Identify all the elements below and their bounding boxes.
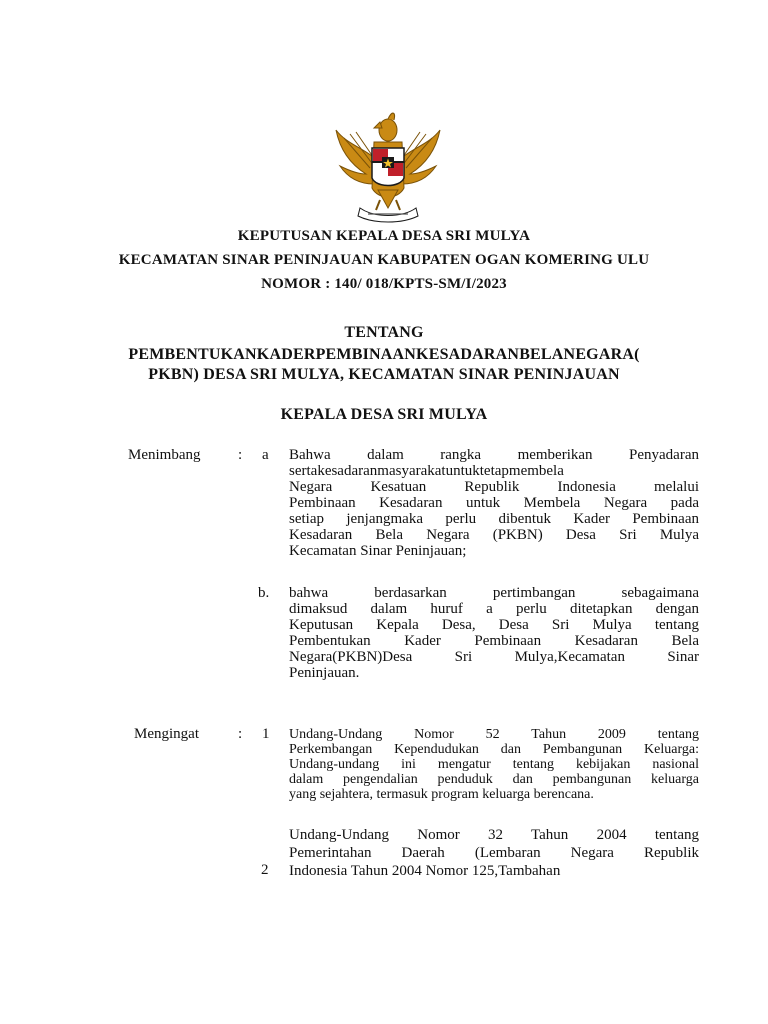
tentang-heading: TENTANG: [344, 324, 424, 341]
official-title: KEPALA DESA SRI MULYA: [280, 406, 488, 423]
mengingat-marker-1: 1: [262, 726, 270, 742]
text-line: Keputusan Kepala Desa, Desa Sri Mulya tentang: [289, 617, 699, 633]
mengingat-item-1: [289, 727, 699, 802]
text-line: Peninjauan.: [289, 665, 360, 681]
text-line: setiap jenjangmaka perlu dibentuk Kader Pembinaan: [289, 511, 699, 527]
text-line: dimaksud dalam huruf a perlu ditetapkan dengan: [289, 601, 699, 617]
menimbang-label: Menimbang: [128, 447, 201, 463]
mengingat-label: Mengingat: [134, 726, 199, 742]
menimbang-colon: :: [238, 447, 243, 463]
mengingat-item-2: [289, 826, 699, 880]
text-line: Undang-undang ini mengatur tentang kebijakan nasional: [289, 757, 699, 772]
menimbang-item-b: [289, 585, 699, 681]
text-line: Negara(PKBN)Desa Sri Mulya,Kecamatan Sinar: [289, 649, 699, 665]
text-line: Kecamatan Sinar Peninjauan;: [289, 543, 467, 559]
text-line: sertakesadaranmasyarakatuntuktetapmembela: [289, 463, 564, 479]
text-line: Kesadaran Bela Negara (PKBN) Desa Sri Mulya: [289, 527, 699, 543]
menimbang-marker-b: b.: [258, 585, 270, 601]
decree-number: NOMOR : 140/ 018/KPTS-SM/I/2023: [261, 276, 507, 292]
subject-title-line2: PKBN) DESA SRI MULYA, KECAMATAN SINAR PENINJAUAN: [148, 366, 620, 383]
text-line: Perkembangan Kependudukan dan Pembangunan Keluarga:: [289, 742, 699, 757]
text-line: Pembinaan Kesadaran untuk Membela Negara pada: [289, 495, 699, 511]
text-line: Undang-Undang Nomor 52 Tahun 2009 tentang: [289, 727, 699, 742]
text-line: dalam pengendalian penduduk dan pembangunan keluarga: [289, 772, 699, 787]
text-line: bahwa berdasarkan pertimbangan sebagaimana: [289, 585, 699, 601]
decree-title: KEPUTUSAN KEPALA DESA SRI MULYA: [237, 228, 531, 244]
menimbang-marker-a: a: [262, 447, 269, 463]
garuda-emblem-icon: [330, 108, 446, 226]
text-line: Bahwa dalam rangka memberikan Penyadaran: [289, 447, 699, 463]
text-line: Pembentukan Kader Pembinaan Kesadaran Bela: [289, 633, 699, 649]
text-line: Undang-Undang Nomor 32 Tahun 2004 tentang: [289, 827, 699, 843]
text-line: Negara Kesatuan Republik Indonesia melalui: [289, 479, 699, 495]
district-line: KECAMATAN SINAR PENINJAUAN KABUPATEN OGAN KOMERING ULU: [118, 252, 650, 268]
mengingat-marker-2: 2: [261, 862, 269, 878]
subject-title-line1: PEMBENTUKANKADERPEMBINAANKESADARANBELANEGARA(: [128, 346, 640, 363]
text-line: Pemerintahan Daerah (Lembaran Negara Republik: [289, 845, 699, 861]
text-line: yang sejahtera, termasuk program keluarga berencana.: [289, 787, 594, 802]
mengingat-colon: :: [238, 726, 243, 742]
text-line: Indonesia Tahun 2004 Nomor 125,Tambahan: [289, 863, 561, 879]
menimbang-item-a: [289, 447, 699, 559]
